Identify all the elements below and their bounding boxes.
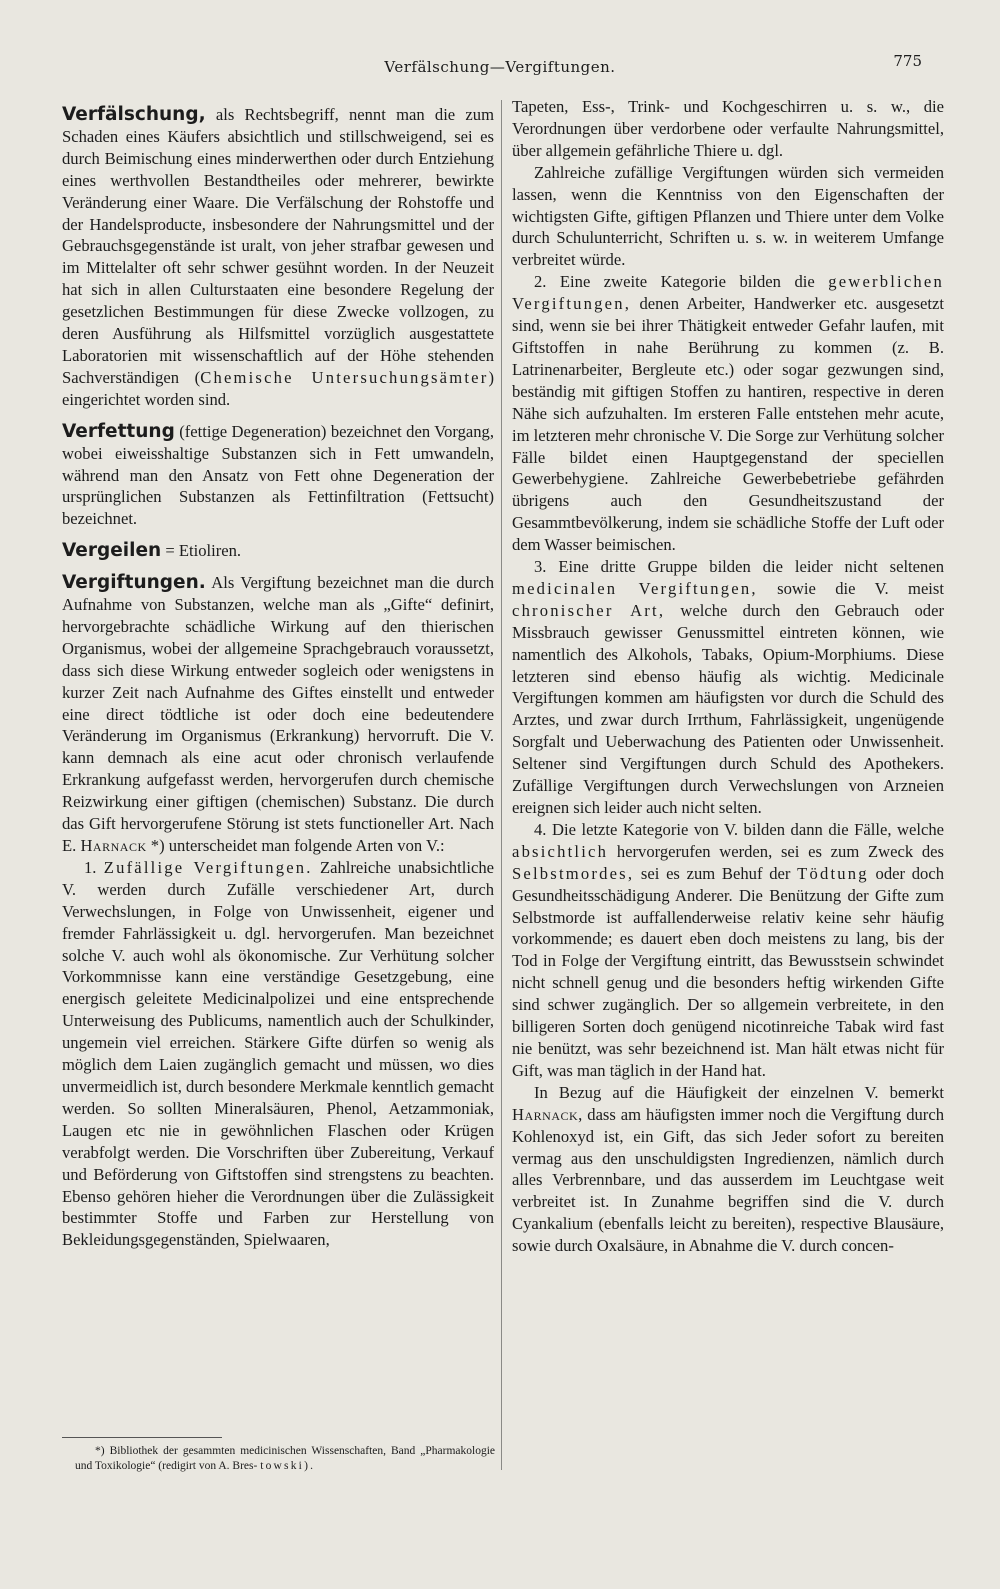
spaced-text: gewerblichen Vergiftungen, bbox=[512, 272, 944, 314]
entry-text-end: *) unterscheidet man folgende Arten von V.: bbox=[150, 836, 445, 855]
spaced-text: Tödtung bbox=[797, 863, 869, 883]
paragraph-start: In Bezug auf die Häufigkeit der einzelnen V. bemerkt bbox=[534, 1082, 944, 1102]
footnote-text: *) Bibliothek der gesammten medicinischen Wissenschaften, Band „Pharmakologie und Toxikologie“ (redigirt von A. Bres- bbox=[75, 1445, 495, 1472]
paragraph-mid: hervorgerufen werden, sei es zum Zweck des bbox=[616, 841, 944, 861]
paragraph-frequency bbox=[512, 1082, 944, 1257]
paragraph-item-3 bbox=[512, 556, 944, 819]
paragraph-item-4 bbox=[512, 819, 944, 1082]
paragraph-prevention: Zahlreiche zufällige Vergiftungen würden sich vermeiden lassen, wenn die Kenntniss von den Eigenschaften der wichtigsten Gifte, giftigen Pflanzen und Thiere unter dem Volke durch Schulunterricht, Schriften u. s. w. in weiterem Umfange verbreitet würde. bbox=[512, 162, 944, 270]
paragraph-text: Zahlreiche unabsichtliche V. werden durch Zufälle verschiedener Art, durch Verwechslungen, in Folge von Unwissenheit, eigener und fremder Fahrlässigkeit u. dgl. hervorgerufen. Man bezeichnet solche V. auch wohl als ökonomische. Zur Verhütung solcher Vorkommnisse kann eine verständige Gesetzgebung, eine energisch geleitete Medicinalpolizei und eine entsprechende Unterweisung des Publicums, namentlich auch der Schulkinder, ungemein viel erreichen. Stärkere Gifte dürfen so wenig als möglich dem Laien zugänglich gemacht und müssen, wo dies unvermeidlich ist, durch besondere Merkmale kenntlich gemacht werden. So sollten Mineralsäuren, Phenol, Aetzammoniak, Laugen etc nie in gewöhnlichen Flaschen oder Krügen verabfolgt werden. Die Vorschriften über Zubereitung, Verkauf und Beförderung von Giftstoffen sind strengstens zu beachten. Ebenso gehören hieher die Verordnungen über die Zulässigkeit bestimmter Stoffe und Farben zur Herstellung von Bekleidungsgegenständen, Spielwaaren, bbox=[62, 857, 495, 1250]
entry-text: Als Vergiftung bezeichnet man die durch Aufnahme von Substanzen, welche man als „Gifte“ definirt, hervorgebrachte schädliche Wirkung auf den thierischen Organismus, wobei der allgemeine Sprachgebrauch voraussetzt, dass sich diese Wirkung entweder sogleich oder wenigstens in kurzer Zeit nach Aufnahme des Giftes einstellt und entweder eine direct tödtliche ist oder doch eine bedeutendere Veränderung im Organismus (Erkrankung) hervorruft. Die V. kann demnach als eine acut oder chronisch verlaufende Erkrankung aufgefasst werden, hervorgerufen durch chemische Reizwirkung einer giftigen (chemischen) Substanz. Die durch das Gift hervorgerufene Störung ist stets functioneller Art. Nach E. bbox=[62, 573, 495, 855]
entry-vergeilen bbox=[62, 540, 494, 562]
headword-verfettung: Verfettung bbox=[62, 420, 175, 442]
running-title: Verfälschung—Vergiftungen. bbox=[384, 58, 616, 76]
paragraph-text: welche durch den Gebrauch oder Missbrauch gewisser Genussmittel eintreten können, wie namentlich des Alkohols, Tabaks, Opium-Morphiums. Diese letzteren sind ebenso häufig als wichtig. Medicinale Vergiftungen kommen am häufigsten vor durch die Schuld des Arztes, und zwar durch Irrthum, Fahrlässigkeit, ungenügende Sorgfalt und Ueberwachung des Patienten oder Unwissenheit. Seltener sind Vergiftungen durch Schuld des Apothekers. Zufällige Vergiftungen durch Verwechslungen von Arzneien ereignen sich leider auch nicht selten. bbox=[512, 600, 944, 817]
headword-vergiftungen: Vergiftungen. bbox=[62, 572, 206, 594]
entry-verfettung bbox=[62, 421, 494, 531]
entry-vergiftungen bbox=[62, 572, 494, 857]
paragraph-text: denen Arbeiter, Handwerker etc. ausgesetzt sind, wenn sie bei ihrer Thätigkeit entweder Gefahr laufen, mit Giftstoffen in nahe Berührung zu kommen (z. B. Latrinenarbeiter, Bergleute etc.) oder sogar gezwungen sind, beständig mit giftigen Stoffen zu hantiren, respective in deren Nähe sich aufzuhalten. Im ersteren Falle entstehen mehr acute, im letzteren mehr chronische V. Die Sorge zur Verhütung solcher Fälle bildet einen Hauptgegenstand der speciellen Gewerbehygiene. Zahlreiche Gewerbebetriebe gefährden übrigens auch den Gesundheitszustand der Gesammtbevölkerung, indem sie schädliche Stoffe der Luft oder dem Wasser beimischen. bbox=[512, 294, 945, 555]
author-name: Harnack bbox=[80, 836, 147, 855]
entry-verfaelschung bbox=[62, 104, 494, 411]
spaced-text: medicinalen Vergiftungen, bbox=[512, 578, 758, 598]
paragraph-start: 3. Eine dritte Gruppe bilden die leider nicht seltenen bbox=[534, 557, 944, 577]
headword-vergeilen: Vergeilen bbox=[62, 540, 162, 562]
paragraph-start: 4. Die letzte Kategorie von V. bilden dann die Fälle, welche bbox=[534, 819, 944, 839]
paragraph-item-2 bbox=[512, 271, 944, 556]
footnote-rule bbox=[62, 1437, 222, 1438]
page-header bbox=[0, 52, 1000, 82]
paragraph-item-1 bbox=[62, 857, 494, 1251]
entry-text: als Rechtsbegriff, nennt man die zum Schaden eines Käufers absichtlich und stillschweigend, sei es durch Beimischung eines minderwerthen oder durch Entziehung eines werthvollen Bestandtheiles oder mehrerer, bewirkte Veränderung einer Waare. Die Verfälschung der Rohstoffe und der Handelsproducte, insbesondere der Nahrungsmittel und der Gebrauchsgegenstände ist uralt, von jeher strafbar gewesen und im Mittelalter oft sehr schwer gesühnt worden. In der Neuzeit hat sich in allen Culturstaaten eine besondere Regelung der gesetzlichen Bestimmungen für diese Zwecke vollzogen, zu deren Ausführung als Hilfsmittel vorzüglich ausgestattete Laboratorien mit wissenschaftlich auf der Höhe stehenden Sachverständigen ( bbox=[62, 105, 494, 387]
author-name: Harnack bbox=[512, 1104, 579, 1124]
entry-text-end: ) eingerichtet worden sind. bbox=[62, 367, 494, 409]
paragraph-mid: sowie die V. meist bbox=[777, 578, 944, 598]
paragraph-text: , dass am häufigsten immer noch die Vergiftung durch Kohlenoxyd ist, ein Gift, das sich Jeder sofort zu bereiten vermag aus den unschuldigsten Ingredienzen, nämlich durch alles Verbrennbare, und das ausserdem im Leuchtgase weit verbreitet ist. In Zunahme begriffen sind die V. durch Cyankalium (ebenfalls leicht zu bereiten), respective Blausäure, sowie durch Oxalsäure, in Abnahme die V. durch concen- bbox=[512, 1104, 944, 1256]
paragraph-text: oder doch Gesundheitsschädigung Anderer. Die Benützung der Gifte zum Selbstmorde ist auffallenderweise relativ keine sehr häufig vorkommende; es dauert eben doch meistens zu lang, bis der Tod in Folge der Vergiftung eintritt, das Bewusstsein schwindet nicht schnell genug und die besonders heftig wirkenden Gifte sind schwer zugänglich. Der so allgemein verbreitete, in den billigeren Sorten doch genügend nicotinreiche Tabak wird fast nie benützt, was sehr bezeichnend ist. Man hält etwas nicht für Gift, was man täglich in der Hand hat. bbox=[512, 863, 944, 1080]
left-column bbox=[62, 96, 494, 1251]
entry-text: = Etioliren. bbox=[165, 541, 242, 561]
spaced-text: Zufällige Vergiftungen. bbox=[103, 857, 313, 877]
footnote bbox=[75, 1444, 495, 1474]
right-column bbox=[512, 96, 944, 1257]
paragraph-start: 2. Eine zweite Kategorie bilden die bbox=[534, 272, 815, 292]
spaced-text: Chemische Untersuchungsämter bbox=[200, 367, 489, 387]
spaced-text: chronischer Art, bbox=[512, 600, 666, 620]
entry-text: (fettige Degeneration) bezeichnet den Vorgang, wobei eiweisshaltige Substanzen sich in Fett umwandeln, während man den Ansatz von Fett ohne Degeneration der ursprünglichen Substanzen als Fettinfiltration (Fettsucht) bezeichnet. bbox=[62, 421, 494, 529]
item-number: 1. bbox=[84, 857, 97, 877]
spaced-text: Selbstmordes, bbox=[512, 863, 635, 883]
footnote-spaced-end: towski). bbox=[260, 1460, 316, 1472]
spaced-text: absichtlich bbox=[512, 841, 609, 861]
headword-verfaelschung: Verfälschung, bbox=[62, 104, 206, 125]
column-divider bbox=[501, 100, 502, 1470]
paragraph-mid: sei es zum Behuf der bbox=[640, 863, 791, 883]
page-number: 775 bbox=[893, 52, 922, 70]
paragraph-continuation: Tapeten, Ess-, Trink- und Kochgeschirren u. s. w., die Verordnungen über verdorbene oder verfaulte Nahrungsmittel, über allgemein gefährliche Thiere u. dgl. bbox=[512, 97, 944, 160]
